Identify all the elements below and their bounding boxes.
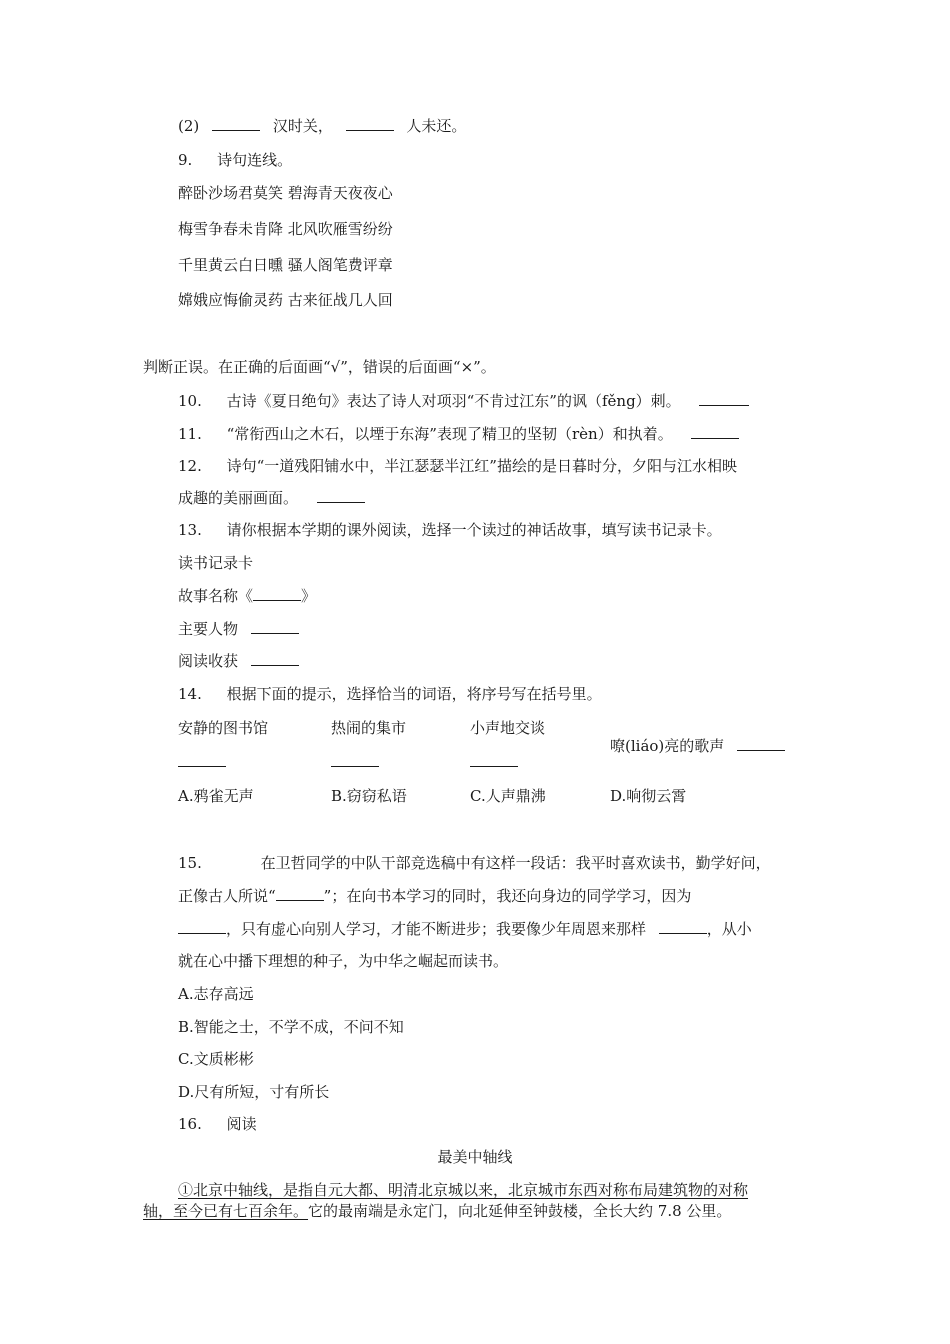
q13-text: 请你根据本学期的课外阅读，选择一个读过的神话故事，填写读书记录卡。 (226, 521, 722, 539)
q11-line (178, 424, 739, 444)
q12-line2 (178, 488, 365, 508)
q15-line1 (178, 853, 771, 873)
poem-line: 嫦娥应悔偷灵药 古来征战几人回 (178, 291, 393, 309)
q8-2-line (178, 116, 466, 136)
q15-option: B.智能之士，不学不成，不问不知 (178, 1018, 404, 1036)
q9-heading (178, 150, 292, 170)
q15-text-2b: ”；在向书本学习的同时，我还向身边的同学学习，因为 (323, 887, 692, 905)
answer-blank[interactable] (737, 736, 785, 751)
q15-num: 15. (178, 854, 202, 872)
q14-line (178, 684, 602, 704)
q15-text-2a: 正像古人所说“ (178, 887, 276, 905)
q10-num: 10. (178, 392, 202, 410)
q9-text: 诗句连线。 (217, 151, 293, 169)
q14-num: 14. (178, 685, 202, 703)
q12-num: 12. (178, 457, 202, 475)
q15-line2 (178, 886, 691, 906)
judge-intro: 判断正误。在正确的后面画“√”，错误的后面画“×”。 (143, 358, 496, 376)
answer-blank[interactable] (691, 424, 739, 439)
q15-option: D.尺有所短，寸有所长 (178, 1083, 330, 1101)
poem-line: 千里黄云白日曛 骚人阁笔费评章 (178, 256, 393, 274)
q14-option: B.窃窃私语 (331, 787, 407, 805)
q8-2-mid: 汉时关， (272, 117, 333, 135)
q15-option: C.文质彬彬 (178, 1050, 254, 1068)
answer-blank[interactable] (331, 752, 379, 767)
answer-blank[interactable] (251, 651, 299, 666)
main-character-row (178, 619, 299, 639)
q9-num: 9. (178, 151, 193, 169)
poem-line: 醉卧沙场君莫笑 碧海青天夜夜心 (178, 184, 393, 202)
main-character-label: 主要人物 (178, 620, 239, 638)
q16-text: 阅读 (226, 1115, 257, 1133)
q14-text: 根据下面的提示，选择恰当的词语，将序号写在括号里。 (226, 685, 602, 703)
q15-text-3a: ，只有虚心向别人学习，才能不断进步；我要像少年周恩来那样 (226, 920, 647, 938)
answer-blank-row (178, 752, 226, 772)
q13-line (178, 520, 722, 540)
q15-text: 在卫哲同学的中队干部竞选稿中有这样一段话：我平时喜欢读书，勤学好问， (260, 854, 771, 872)
answer-blank[interactable] (470, 752, 518, 767)
q14-option: C.人声鼎沸 (470, 787, 546, 805)
answer-blank-row (331, 752, 379, 772)
answer-blank-row (470, 752, 518, 772)
q16-line (178, 1114, 257, 1134)
answer-blank[interactable] (659, 919, 707, 934)
answer-blank[interactable] (212, 116, 260, 131)
passage-title: 最美中轴线 (437, 1148, 513, 1166)
q14-option: D.响彻云霄 (610, 787, 687, 805)
q10-text: 古诗《夏日绝句》表达了诗人对项羽“不肯过江东”的讽（fěng）刺。 (226, 392, 681, 410)
q15-text-3b: ，从小 (706, 920, 752, 938)
passage-text: 它的最南端是永定门，向北延伸至钟鼓楼，全长大约 7.8 公里。 (308, 1202, 732, 1220)
q8-2-num: (2) (178, 117, 200, 135)
underlined-sentence: ①北京中轴线，是指自元大都、明清北京城以来，北京城市东西对称布局建筑物的对称 (178, 1181, 749, 1199)
q12-text-2: 成趣的美丽画面。 (178, 489, 299, 507)
q14-prompt: 安静的图书馆 (178, 719, 269, 737)
card-title: 读书记录卡 (178, 554, 254, 572)
q14-option: A.鸦雀无声 (178, 787, 254, 805)
reading-gain-label: 阅读收获 (178, 652, 239, 670)
q16-num: 16. (178, 1115, 202, 1133)
story-name-close: 》 (301, 587, 317, 605)
answer-blank[interactable] (276, 886, 324, 901)
q11-text: “常衔西山之木石，以堙于东海”表现了精卫的坚韧（rèn）和执着。 (226, 425, 673, 443)
story-name-row (178, 586, 316, 606)
answer-blank[interactable] (251, 619, 299, 634)
story-name-label: 故事名称《 (178, 587, 254, 605)
reading-gain-row (178, 651, 299, 671)
q14-prompt-row-4 (610, 736, 785, 756)
q14-prompt: 热闹的集市 (331, 719, 407, 737)
q12-text: 诗句“一道残阳铺水中，半江瑟瑟半江红”描绘的是日暮时分，夕阳与江水相映 (226, 457, 737, 475)
q14-prompt: 嘹(liáo)亮的歌声 (610, 737, 725, 755)
passage-para1-line2 (143, 1201, 731, 1221)
passage-para1-line1 (178, 1180, 748, 1200)
q11-num: 11. (178, 425, 202, 443)
answer-blank[interactable] (699, 391, 749, 406)
answer-blank[interactable] (317, 488, 365, 503)
answer-blank[interactable] (178, 919, 226, 934)
q13-num: 13. (178, 521, 202, 539)
answer-blank[interactable] (253, 586, 301, 601)
answer-blank[interactable] (346, 116, 394, 131)
underlined-sentence: 轴，至今已有七百余年。 (143, 1202, 309, 1220)
q15-line3 (178, 919, 752, 939)
q12-line1 (178, 456, 737, 476)
answer-blank[interactable] (178, 752, 226, 767)
q8-2-end: 人未还。 (406, 117, 467, 135)
poem-line: 梅雪争春未肯降 北风吹雁雪纷纷 (178, 220, 393, 238)
q15-option: A.志存高远 (178, 985, 254, 1003)
q15-line4: 就在心中播下理想的种子，为中华之崛起而读书。 (178, 952, 509, 970)
q10-line (178, 391, 749, 411)
q14-prompt: 小声地交谈 (470, 719, 546, 737)
